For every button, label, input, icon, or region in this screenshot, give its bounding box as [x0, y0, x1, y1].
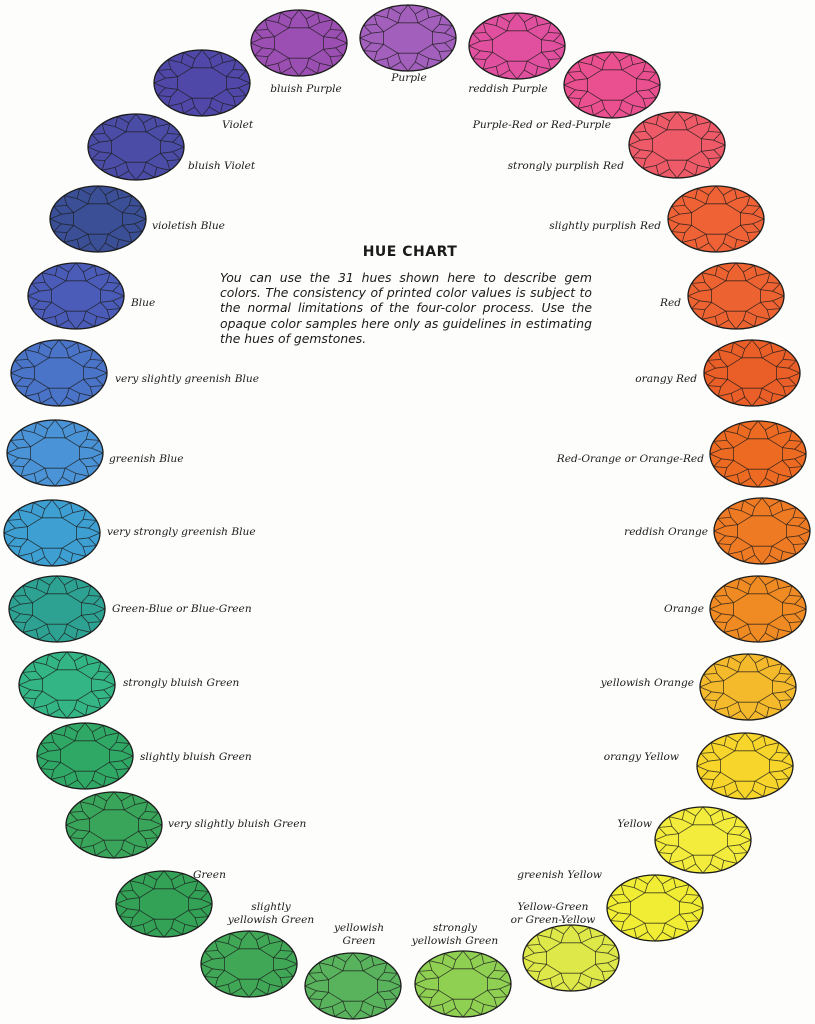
gem-swatch — [607, 875, 703, 941]
gem-swatch — [469, 13, 565, 79]
label-red: Red — [659, 297, 681, 309]
label-slightly-bluish-green: slightly bluish Green — [140, 751, 252, 763]
label-yellow: Yellow — [617, 818, 652, 830]
label-slightly-yellowish-green: slightly yellowish Green — [227, 901, 315, 926]
gem-swatch — [154, 50, 250, 116]
label-blue: Blue — [131, 297, 156, 309]
label-strongly-bluish-green: strongly bluish Green — [123, 677, 240, 689]
gem-swatch — [714, 498, 810, 564]
label-orangy-yellow: orangy Yellow — [603, 751, 679, 763]
gem-swatch — [66, 792, 162, 858]
label-yellowish-orange: yellowish Orange — [600, 677, 694, 689]
label-strongly-purplish-red: strongly purplish Red — [507, 160, 624, 172]
label-bluish-purple: bluish Purple — [270, 83, 342, 95]
gem-swatch — [697, 733, 793, 799]
gem-swatch — [360, 5, 456, 71]
label-red-orange: Red-Orange or Orange-Red — [556, 453, 704, 465]
gem-swatch — [37, 723, 133, 789]
label-slightly-purplish-red: slightly purplish Red — [549, 220, 661, 232]
gem-swatch — [201, 931, 297, 997]
label-purple: Purple — [391, 72, 427, 84]
label-reddish-purple: reddish Purple — [468, 83, 548, 95]
label-green-blue: Green-Blue or Blue-Green — [112, 603, 252, 615]
label-yellow-green: Yellow-Green or Green-Yellow — [510, 901, 596, 926]
label-violetish-blue: violetish Blue — [152, 220, 225, 232]
gem-swatch — [50, 186, 146, 252]
gem-swatch — [305, 953, 401, 1019]
label-orange: Orange — [664, 603, 704, 615]
gem-swatch — [523, 925, 619, 991]
gem-swatch — [655, 807, 751, 873]
gem-swatch — [4, 500, 100, 566]
gem-swatch — [28, 263, 124, 329]
gem-swatch — [704, 340, 800, 406]
label-reddish-orange: reddish Orange — [624, 526, 708, 538]
chart-description: You can use the 31 hues shown here to describe gem colors. The consistency of printed color values is subject to the normal limitations of the four-color process. Use the opaque color samples here only as guidelines in estimating the hues of gemstones. — [220, 270, 592, 346]
label-violet: Violet — [222, 119, 254, 131]
label-very-slightly-bluish-green: very slightly bluish Green — [168, 818, 307, 830]
gem-swatch — [629, 112, 725, 178]
label-purple-red: Purple-Red or Red-Purple — [472, 119, 611, 131]
chart-title: HUE CHART — [362, 244, 458, 260]
gem-swatch — [88, 114, 184, 180]
gem-swatch — [251, 10, 347, 76]
label-strongly-yellowish-green: strongly yellowish Green — [411, 922, 499, 947]
label-yellowish-green: yellowish Green — [333, 922, 385, 947]
label-greenish-yellow: greenish Yellow — [517, 869, 602, 881]
gem-swatch — [9, 576, 105, 642]
gem-swatch — [19, 652, 115, 718]
gem-swatch — [668, 186, 764, 252]
label-greenish-blue: greenish Blue — [109, 453, 184, 465]
gem-swatch — [7, 420, 103, 486]
label-bluish-violet: bluish Violet — [188, 160, 256, 172]
gem-swatch — [415, 951, 511, 1017]
gem-swatch — [564, 52, 660, 118]
gem-swatch — [11, 340, 107, 406]
gem-swatch — [688, 263, 784, 329]
label-very-slightly-greenish-blue: very slightly greenish Blue — [115, 373, 259, 385]
gem-swatch — [700, 654, 796, 720]
gem-swatch — [710, 421, 806, 487]
label-very-strongly-greenish-blue: very strongly greenish Blue — [107, 526, 256, 538]
label-orangy-red: orangy Red — [635, 373, 697, 385]
gem-swatch — [710, 576, 806, 642]
label-green: Green — [193, 869, 226, 881]
